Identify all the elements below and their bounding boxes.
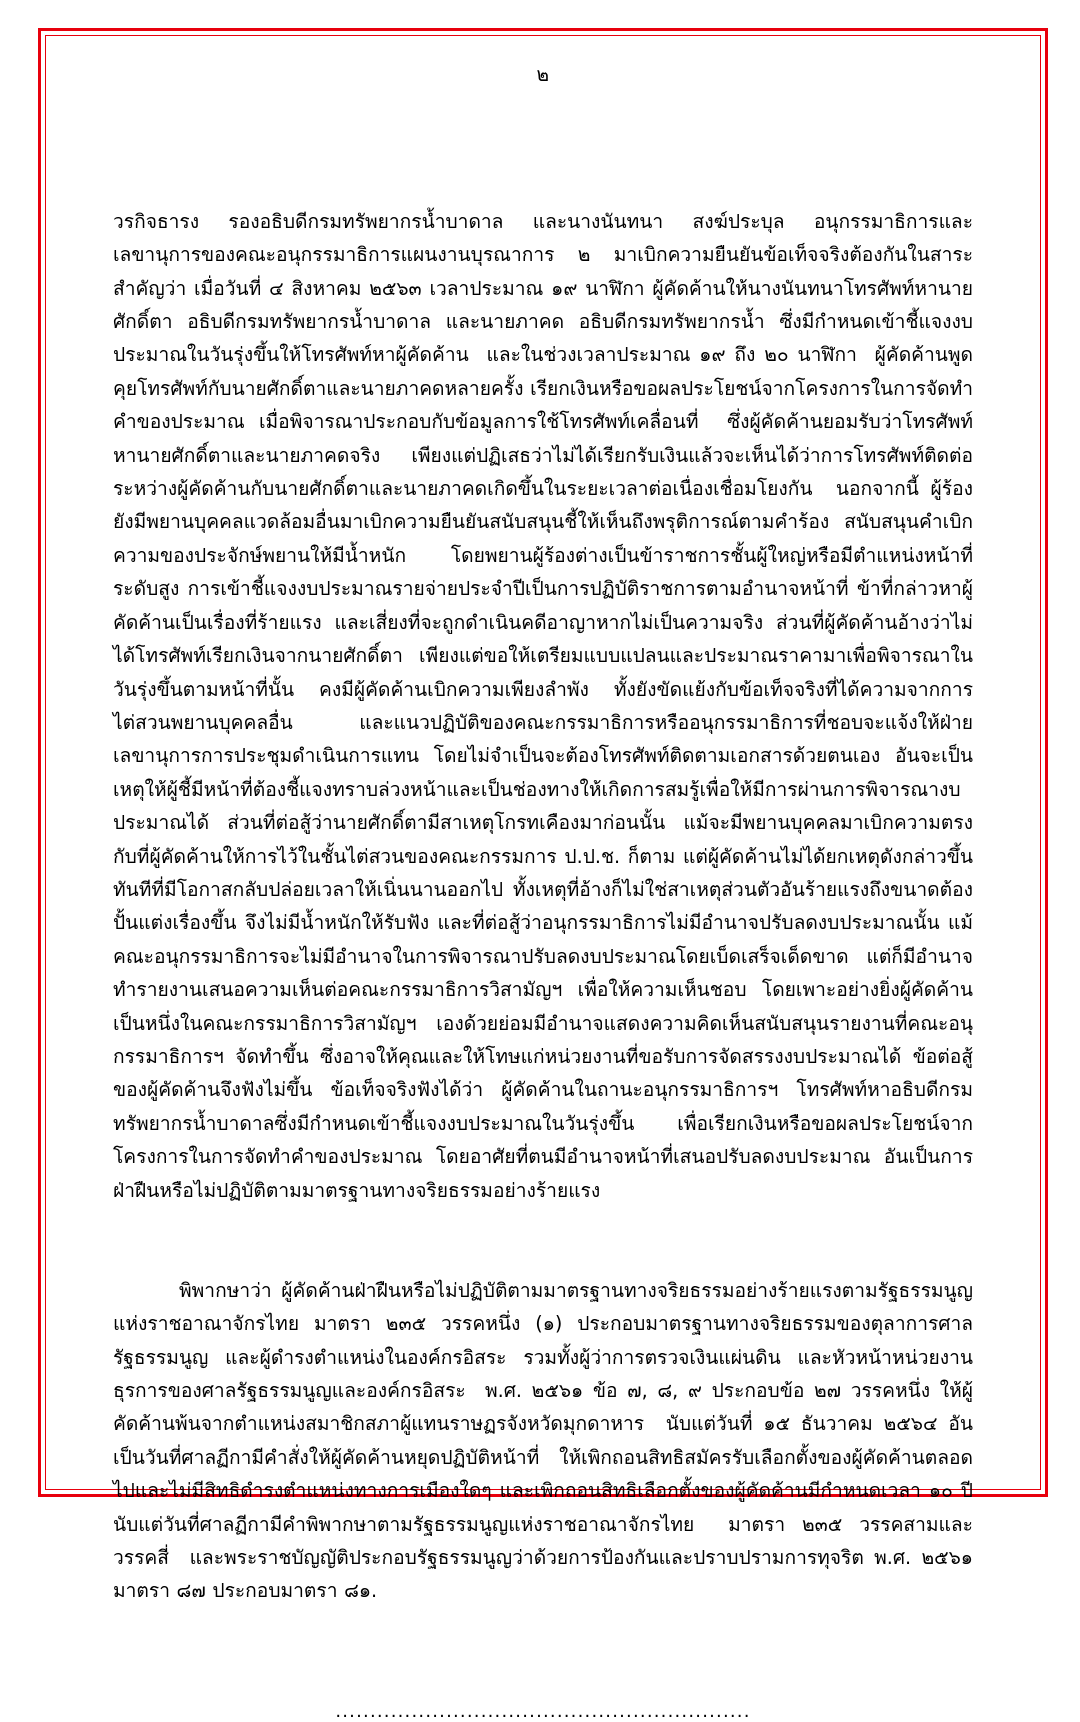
paragraph-2-verdict: พิพากษาว่า ผู้คัดค้านฝ่าฝืนหรือไม่ปฏิบัติตามมาตรฐานทางจริยธรรมอย่างร้ายแรงตามรัฐธรรมนูญแห่งราชอาณาจักรไทย มาตรา ๒๓๕ วรรคหนึ่ง (๑) ประกอบมาตรฐานทางจริยธรรมของตุลาการศาลรัฐธรรมนูญ และผู้ดำรงตำแหน่งในองค์กรอิสระ รวมทั้งผู้ว่าการตรวจเงินแผ่นดิน และหัวหน้าหน่วยงานธุรการของศาลรัฐธรรมนูญและองค์กรอิสระ พ.ศ. ๒๕๖๑ ข้อ ๗, ๘, ๙ ประกอบข้อ ๒๗ วรรคหนึ่ง ให้ผู้คัดค้านพ้นจากตำแหน่งสมาชิกสภาผู้แทนราษฏรจังหวัดมุกดาหาร นับแต่วันที่ ๑๕ ธันวาคม ๒๕๖๔ อันเป็นวันที่ศาลฏีกามีคำสั่งให้ผู้คัดค้านหยุดปฏิบัติหน้าที่ ให้เพิกถอนสิทธิสมัครรับเลือกตั้งของผู้คัดค้านตลอดไปและไม่มีสิทธิดำรงตำแหน่งทางการเมืองใดๆ และเพิกถอนสิทธิเลือกตั้งของผู้คัดค้านมีกำหนดเวลา ๑๐ ปี นับแต่วันที่ศาลฏีกามีคำพิพากษาตามรัฐธรรมนูญแห่งราชอาณาจักรไทย มาตรา ๒๓๕ วรรคสามและวรรคสี่ และพระราชบัญญัติประกอบรัฐธรรมนูญว่าด้วยการป้องกันและปราบปรามการทุจริต พ.ศ. ๒๕๖๑ มาตรา ๘๗ ประกอบมาตรา ๘๑. bbox=[113, 1278, 980, 1603]
page-content bbox=[113, 60, 980, 1722]
document-body bbox=[113, 138, 980, 1675]
paragraph-1: วรกิจธารง รองอธิบดีกรมทรัพยากรน้ำบาดาล และนางนันทนา สงฆ์ประบุล อนุกรรมาธิการและเลขานุการของคณะอนุกรรมาธิการแผนงานบุรณาการ ๒ มาเบิกความยืนยันข้อเท็จจริงต้องกันในสาระสำคัญว่า เมื่อวันที่ ๔ สิงหาคม ๒๕๖๓ เวลาประมาณ ๑๙ นาฬิกา ผู้คัดค้านให้นางนันทนาโทรศัพท์หานายศักดิ์ตา อธิบดีกรมทรัพยากรน้ำบาดาล และนายภาคด อธิบดีกรมทรัพยากรน้ำ ซึ่งมีกำหนดเข้าชี้แจงงบประมาณในวันรุ่งขึ้นให้โทรศัพท์หาผู้คัดค้าน และในช่วงเวลาประมาณ ๑๙ ถึง ๒๐ นาฬิกา ผู้คัดค้านพูดคุยโทรศัพท์กับนายศักดิ์ตาและนายภาคดหลายครั้ง เรียกเงินหรือขอผลประโยชน์จากโครงการในการจัดทำคำของประมาณ เมื่อพิจารณาประกอบกับข้อมูลการใช้โทรศัพท์เคลื่อนที่ ซึ่งผู้คัดค้านยอมรับว่าโทรศัพท์หานายศักดิ์ตาและนายภาคดจริง เพียงแต่ปฏิเสธว่าไม่ได้เรียกรับเงินแล้วจะเห็นได้ว่าการโทรศัพท์ติดต่อระหว่างผู้คัดค้านกับนายศักดิ์ตาและนายภาคดเกิดขึ้นในระยะเวลาต่อเนื่องเชื่อมโยงกัน นอกจากนี้ ผู้ร้องยังมีพยานบุคคลแวดล้อมอื่นมาเบิกความยืนยันสนับสนุนชี้ให้เห็นถึงพรุติการณ์ตามคำร้อง สนับสนุนคำเบิกความของประจักษ์พยานให้มีน้ำหนัก โดยพยานผู้ร้องต่างเป็นข้าราชการชั้นผู้ใหญ่หรือมีตำแหน่งหน้าที่ระดับสูง การเข้าชี้แจงงบประมาณรายจ่ายประจำปีเป็นการปฏิบัติราชการตามอำนาจหน้าที่ ข้าที่กล่าวหาผู้คัดค้านเป็นเรื่องที่ร้ายแรง และเสี่ยงที่จะถูกดำเนินคดีอาญาหากไม่เป็นความจริง ส่วนที่ผู้คัดค้านอ้างว่าไม่ได้โทรศัพท์เรียกเงินจากนายศักดิ์ตา เพียงแต่ขอให้เตรียมแบบแปลนและประมาณราคามาเพื่อพิจารณาในวันรุ่งขึ้นตามหน้าที่นั้น คงมีผู้คัดค้านเบิกความเพียงลำพัง ทั้งยังขัดแย้งกับข้อเท็จจริงที่ได้ความจากการไต่สวนพยานบุคคลอื่น และแนวปฏิบัติของคณะกรรมาธิการหรืออนุกรรมาธิการที่ชอบจะแจ้งให้ฝ่ายเลขานุการการประชุมดำเนินการแทน โดยไม่จำเป็นจะต้องโทรศัพท์ติดตามเอกสารด้วยตนเอง อันจะเป็นเหตุให้ผู้ชี้มีหน้าที่ต้องชี้แจงทราบล่วงหน้าและเป็นช่องทางให้เกิดการสมรู้เพื่อให้มีการผ่านการพิจารณางบประมาณได้ ส่วนที่ต่อสู้ว่านายศักดิ์ตามีสาเหตุโกรทเคืองมาก่อนนั้น แม้จะมีพยานบุคคลมาเบิกความตรงกับที่ผู้คัดค้านให้การไว้ในชั้นไต่สวนของคณะกรรมการ ป.ป.ช. ก็ตาม แต่ผู้คัดค้านไม่ได้ยกเหตุดังกล่าวขึ้นทันทีที่มีโอกาสกลับปล่อยเวลาให้เนิ่นนานออกไป ทั้งเหตุที่อ้างก็ไม่ใช่สาเหตุส่วนตัวอันร้ายแรงถึงขนาดต้องปั้นแต่งเรื่องขึ้น จึงไม่มีน้ำหนักให้รับฟัง และที่ต่อสู้ว่าอนุกรรมาธิการไม่มีอำนาจปรับลดงบประมาณนั้น แม้คณะอนุกรรมาธิการจะไม่มีอำนาจในการพิจารณาปรับลดงบประมาณโดยเบ็ดเสร็จเด็ดขาด แต่ก็มีอำนาจทำรายงานเสนอความเห็นต่อคณะกรรมาธิการวิสามัญฯ เพื่อให้ความเห็นชอบ โดยเพาะอย่างยิ่งผู้คัดค้านเป็นหนึ่งในคณะกรรมาธิการวิสามัญฯ เองด้วยย่อมมีอำนาจแสดงความคิดเห็นสนับสนุนรายงานที่คณะอนุกรรมาธิการฯ จัดทำขึ้น ซึ่งอาจให้คุณและให้โทษแก่หน่วยงานที่ขอรับการจัดสรรงงบประมาณได้ ข้อต่อสู้ของผู้คัดค้านจึงฟังไม่ขึ้น ข้อเท็จจริงฟังได้ว่า ผู้คัดค้านในถานะอนุกรรมาธิการฯ โทรศัพท์หาอธิบดีกรมทรัพยากรน้ำบาดาลซึ่งมีกำหนดเข้าชี้แจงงบประมาณในวันรุ่งขึ้น เพื่อเรียกเงินหรือขอผลประโยชน์จากโครงการในการจัดทำคำของประมาณ โดยอาศัยที่ตนมีอำนาจหน้าที่เสนอปรับลดงบประมาณ อันเป็นการฝ่าฝืนหรือไม่ปฏิบัติตามมาตรฐานทางจริยธรรมอย่างร้ายแรง bbox=[113, 209, 973, 1202]
page-number: ๒ bbox=[536, 64, 550, 86]
signature-dotted-line: ............................................................ bbox=[335, 1700, 751, 1722]
